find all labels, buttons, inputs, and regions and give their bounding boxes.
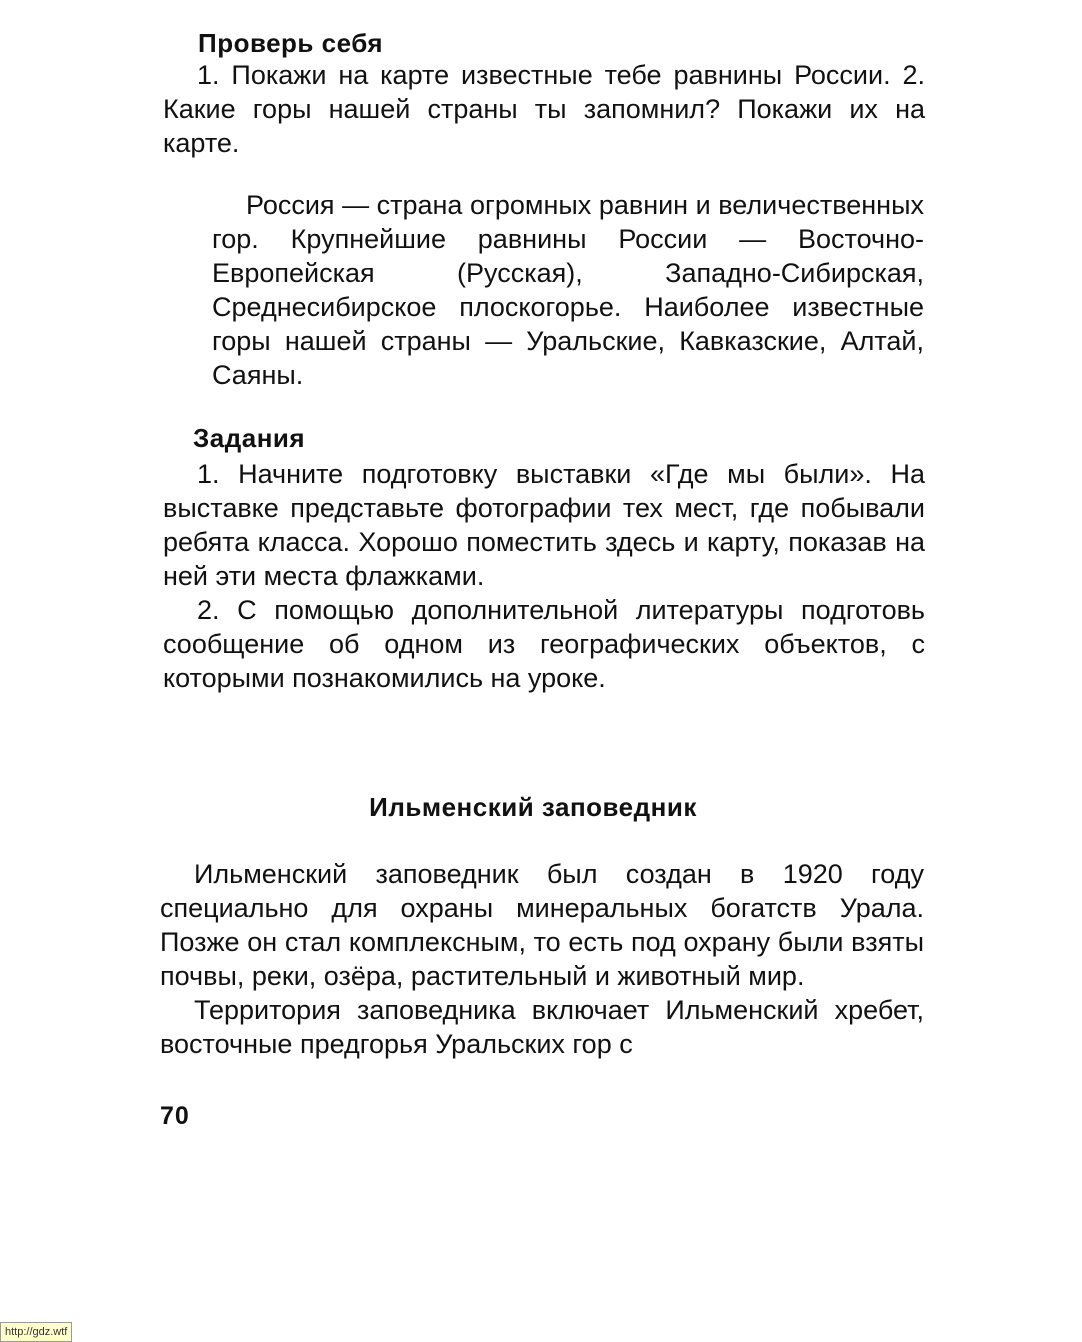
- reserve-text: [160, 857, 924, 1061]
- task-paragraph-1: 1. Начните подготовку выставки «Где мы были». На выставке представьте фотографии тех мест, где побывали ребята класса. Хорошо поместить здесь и карту, показав на ней эти места флажками.: [163, 459, 925, 591]
- reserve-title: Ильменский заповедник: [369, 792, 697, 822]
- task-paragraph-2: 2. С помощью дополнительной литературы подготовь сообщение об одном из географических объектов, с которыми познакомились на уроке.: [163, 595, 925, 693]
- summary-box: [212, 188, 924, 392]
- watermark-link[interactable]: http://gdz.wtf: [0, 1322, 72, 1342]
- tasks-heading: Задания: [193, 423, 306, 453]
- check-yourself-text: [163, 58, 925, 160]
- tasks-text: [163, 457, 925, 695]
- reserve-paragraph-2: Территория заповедника включает Ильменский хребет, восточные предгорья Уральских гор с: [160, 995, 924, 1059]
- check-yourself-paragraph: 1. Покажи на карте известные тебе равнины России. 2. Какие горы нашей страны ты запомнил? Покажи их на карте.: [163, 60, 925, 158]
- check-yourself-heading: Проверь себя: [198, 28, 384, 58]
- reserve-paragraph-1: Ильменский заповедник был создан в 1920 году специально для охраны минеральных богатств Урала. Позже он стал комплексным, то есть под охрану были взяты почвы, реки, озёра, растительный и животный мир.: [160, 859, 924, 991]
- summary-paragraph: Россия — страна огромных равнин и величественных гор. Крупнейшие равнины России — Восточно-Европейская (Русская), Западно-Сибирская, Среднесибирское плоскогорье. Наиболее известные горы нашей страны — Уральские, Кавказские, Алтай, Саяны.: [212, 190, 924, 390]
- page-number: 70: [160, 1102, 190, 1130]
